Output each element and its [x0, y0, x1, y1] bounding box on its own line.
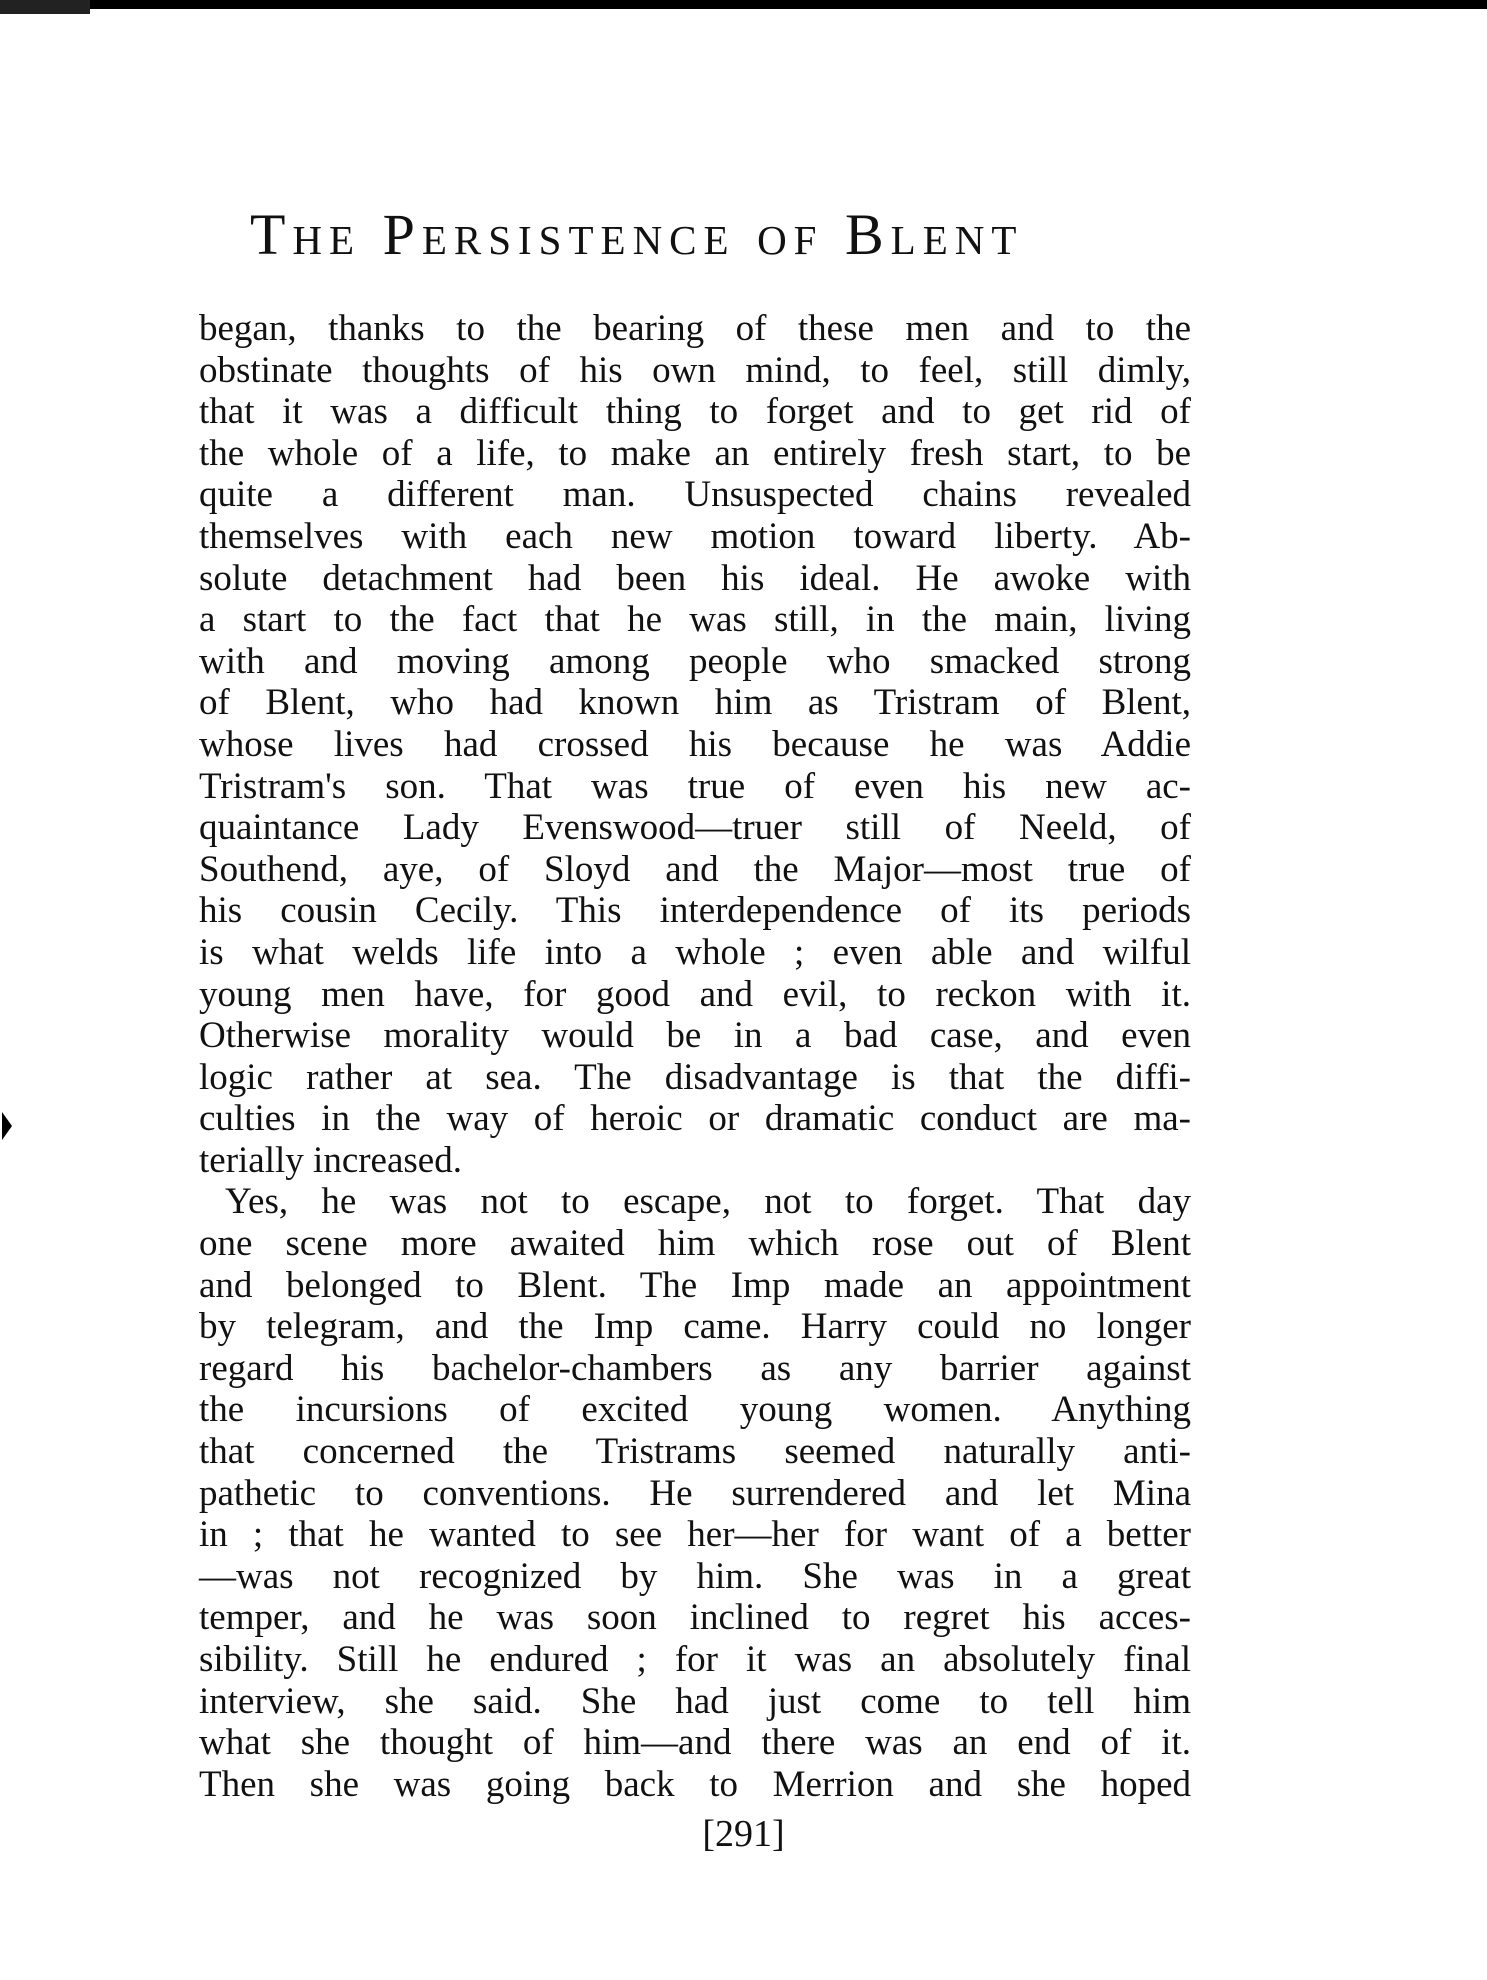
text-line: what she thought of him—and there was an end of it. — [199, 1722, 1191, 1764]
text-line: that it was a difficult thing to forget and to get rid of — [199, 391, 1191, 433]
text-line: and belonged to Blent. The Imp made an appointment — [199, 1264, 1191, 1306]
text-line: —was not recognized by him. She was in a great — [199, 1555, 1191, 1597]
text-line: whose lives had crossed his because he was Addie — [199, 723, 1191, 765]
text-line: Otherwise morality would be in a bad case, and even — [199, 1015, 1191, 1057]
body-text — [199, 308, 1191, 1805]
text-line: obstinate thoughts of his own mind, to feel, still dimly, — [199, 349, 1191, 391]
text-line: in ; that he wanted to see her—her for want of a better — [199, 1514, 1191, 1556]
text-line: Then she was going back to Merrion and she hoped — [199, 1763, 1191, 1805]
text-line: with and moving among people who smacked strong — [199, 640, 1191, 682]
text-line: interview, she said. She had just come to tell him — [199, 1680, 1191, 1722]
text-line: the incursions of excited young women. Anything — [199, 1389, 1191, 1431]
scan-edge-bar — [0, 0, 1487, 9]
text-line: pathetic to conventions. He surrendered and let Mina — [199, 1472, 1191, 1514]
text-line: by telegram, and the Imp came. Harry could no longer — [199, 1306, 1191, 1348]
margin-mark — [2, 1112, 12, 1140]
text-line: young men have, for good and evil, to reckon with it. — [199, 973, 1191, 1015]
text-line: of Blent, who had known him as Tristram of Blent, — [199, 682, 1191, 724]
text-line: quaintance Lady Evenswood—truer still of Neeld, of — [199, 807, 1191, 849]
text-line: themselves with each new motion toward liberty. Ab- — [199, 515, 1191, 557]
text-line-paragraph-end: terially increased. — [199, 1139, 462, 1181]
text-line: regard his bachelor-chambers as any barrier against — [199, 1347, 1191, 1389]
text-line: a start to the fact that he was still, in the main, living — [199, 599, 1191, 641]
text-line: solute detachment had been his ideal. He awoke with — [199, 557, 1191, 599]
text-line: that concerned the Tristrams seemed naturally anti- — [199, 1431, 1191, 1473]
text-line-paragraph-start: Yes, he was not to escape, not to forget. That day — [225, 1181, 1191, 1223]
page-number: [291] — [702, 1813, 785, 1855]
text-line: one scene more awaited him which rose out of Blent — [199, 1223, 1191, 1265]
text-line: the whole of a life, to make an entirely fresh start, to be — [199, 432, 1191, 474]
text-line: quite a different man. Unsuspected chains revealed — [199, 474, 1191, 516]
text-line: began, thanks to the bearing of these men and to the — [199, 308, 1191, 349]
text-line: Southend, aye, of Sloyd and the Major—most true of — [199, 848, 1191, 890]
text-line: his cousin Cecily. This interdependence of its periods — [199, 890, 1191, 932]
scan-edge-artifact — [0, 0, 90, 14]
text-line: sibility. Still he endured ; for it was an absolutely final — [199, 1639, 1191, 1680]
text-line: is what welds life into a whole ; even able and wilful — [199, 931, 1191, 973]
text-line: logic rather at sea. The disadvantage is that the diffi- — [199, 1056, 1191, 1098]
text-line: culties in the way of heroic or dramatic conduct are ma- — [199, 1098, 1191, 1140]
text-line: temper, and he was soon inclined to regret his acces- — [199, 1597, 1191, 1639]
running-title: The Persistence of Blent — [250, 202, 1024, 267]
text-line: Tristram's son. That was true of even his new ac- — [199, 765, 1191, 807]
